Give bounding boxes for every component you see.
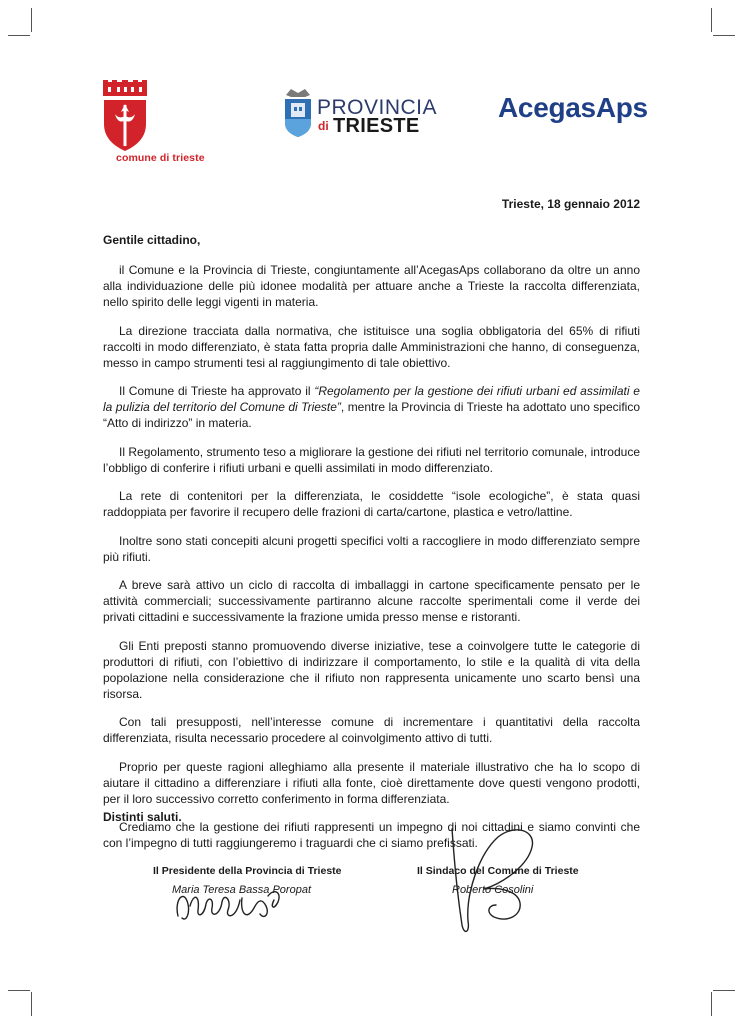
right-handwritten-signature (438, 825, 558, 940)
paragraph: il Comune e la Provincia di Trieste, congiuntamente all’AcegasAps collaborano da oltre un anno alla individuazione delle più idonee modalità per attuare anche a Trieste la raccolta differenziata, nello spirito delle leggi vigenti in materia. (103, 263, 640, 309)
left-handwritten-signature (170, 878, 290, 928)
right-signature-name: Roberto Cosolini (452, 884, 534, 896)
paragraph: Il Regolamento, strumento teso a migliorare la gestione dei rifiuti nel territorio comunale, introduce l’obbligo di conferire i rifiuti urbani e quelli assimilati in modo differenziato. (103, 444, 640, 475)
crop-mark (31, 8, 32, 32)
right-signature-title: Il Sindaco del Comune di Trieste (417, 865, 579, 877)
paragraph-text: , mentre la Provincia di Trieste ha adottato uno specifico “Atto di indirizzo” in materia. (103, 400, 640, 430)
paragraph-text: Il Comune di Trieste ha approvato il (119, 384, 315, 398)
regulation-title: “Regolamento per la gestione dei rifiuti urbani ed assimilati e la pulizia del territorio del Comune di Trieste” (103, 384, 640, 414)
closing: Distinti saluti. (103, 810, 182, 824)
acegas-logo: AcegasAps (498, 92, 648, 123)
crop-mark (713, 990, 735, 991)
provincia-di: di (318, 119, 329, 133)
left-signature-name: Maria Teresa Bassa Poropat (172, 884, 311, 896)
crop-mark (31, 992, 32, 1016)
paragraph: Con tali presupposti, nell’interesse comune di incrementare i quantitativi della raccolta differenziata, risulta necessario procedere al coinvolgimento attivo di tutti. (103, 715, 640, 745)
provincia-line2: TRIESTE (333, 115, 420, 137)
crop-mark (711, 992, 712, 1016)
crop-mark (713, 35, 735, 36)
greeting: Gentile cittadino, (103, 233, 201, 247)
provincia-line1: PROVINCIA (317, 96, 438, 119)
left-signature-title: Il Presidente della Provincia di Trieste (153, 865, 342, 877)
paragraph: A breve sarà attivo un ciclo di raccolta di imballaggi in cartone specificamente pensato per le attività commerciali; successivamente partiranno alcune raccolte sperimentali come il verde dei privati cittadini e successivamente la frazione umida presso mense e ristoranti. (103, 578, 640, 624)
letter-body (103, 262, 640, 864)
crop-mark (8, 35, 30, 36)
provincia-crest-icon (283, 85, 313, 137)
comune-caption: comune di trieste (116, 152, 205, 164)
comune-logo (100, 80, 210, 165)
paragraph: Proprio per queste ragioni alleghiamo alla presente il materiale illustrativo che ha lo scopo di aiutare il cittadino a differenziare i rifiuti alla fonte, cioè direttamente dove questi vengono prodotti, per il loro successivo corretto conferimento in forma differenziata. (103, 759, 640, 806)
paragraph: Inoltre sono stati concepiti alcuni progetti specifici volti a raccogliere in modo differenziato sempre più rifiuti. (103, 533, 640, 564)
crop-mark (8, 990, 30, 991)
letter-date: Trieste, 18 gennaio 2012 (501, 197, 640, 211)
paragraph: Gli Enti preposti stanno promuovendo diverse iniziative, tese a coinvolgere tutte le categorie di produttori di rifiuti, con l’obiettivo di indirizzare il comportamento, lo stile e la qualità di vita della popolazione nella considerazione che il rifiuto non rappresenta unicamente uno scarto bensì una risorsa. (103, 638, 640, 701)
crop-mark (711, 8, 712, 32)
paragraph: Crediamo che la gestione dei rifiuti rappresenti un impegno di noi cittadini e siamo convinti che con l’impegno di tutti raggiungeremo i traguardi che ci siamo prefissati. (103, 820, 640, 850)
comune-crest-icon (100, 80, 150, 152)
paragraph (103, 383, 640, 431)
paragraph: La rete di contenitori per la differenziata, le cosiddette “isole ecologiche”, è stata quasi raddoppiata per favorire il recupero delle frazioni di carta/cartone, plastica e vetro/lattine. (103, 489, 640, 519)
provincia-logo (283, 85, 438, 141)
paragraph: La direzione tracciata dalla normativa, che istituisce una soglia obbligatoria del 65% di rifiuti raccolti in modo differenziato, è stata fatta propria dalle Amministrazioni che hanno, di conseguenza, messo in campo strumenti tesi al raggiungimento di tale obiettivo. (103, 323, 640, 370)
